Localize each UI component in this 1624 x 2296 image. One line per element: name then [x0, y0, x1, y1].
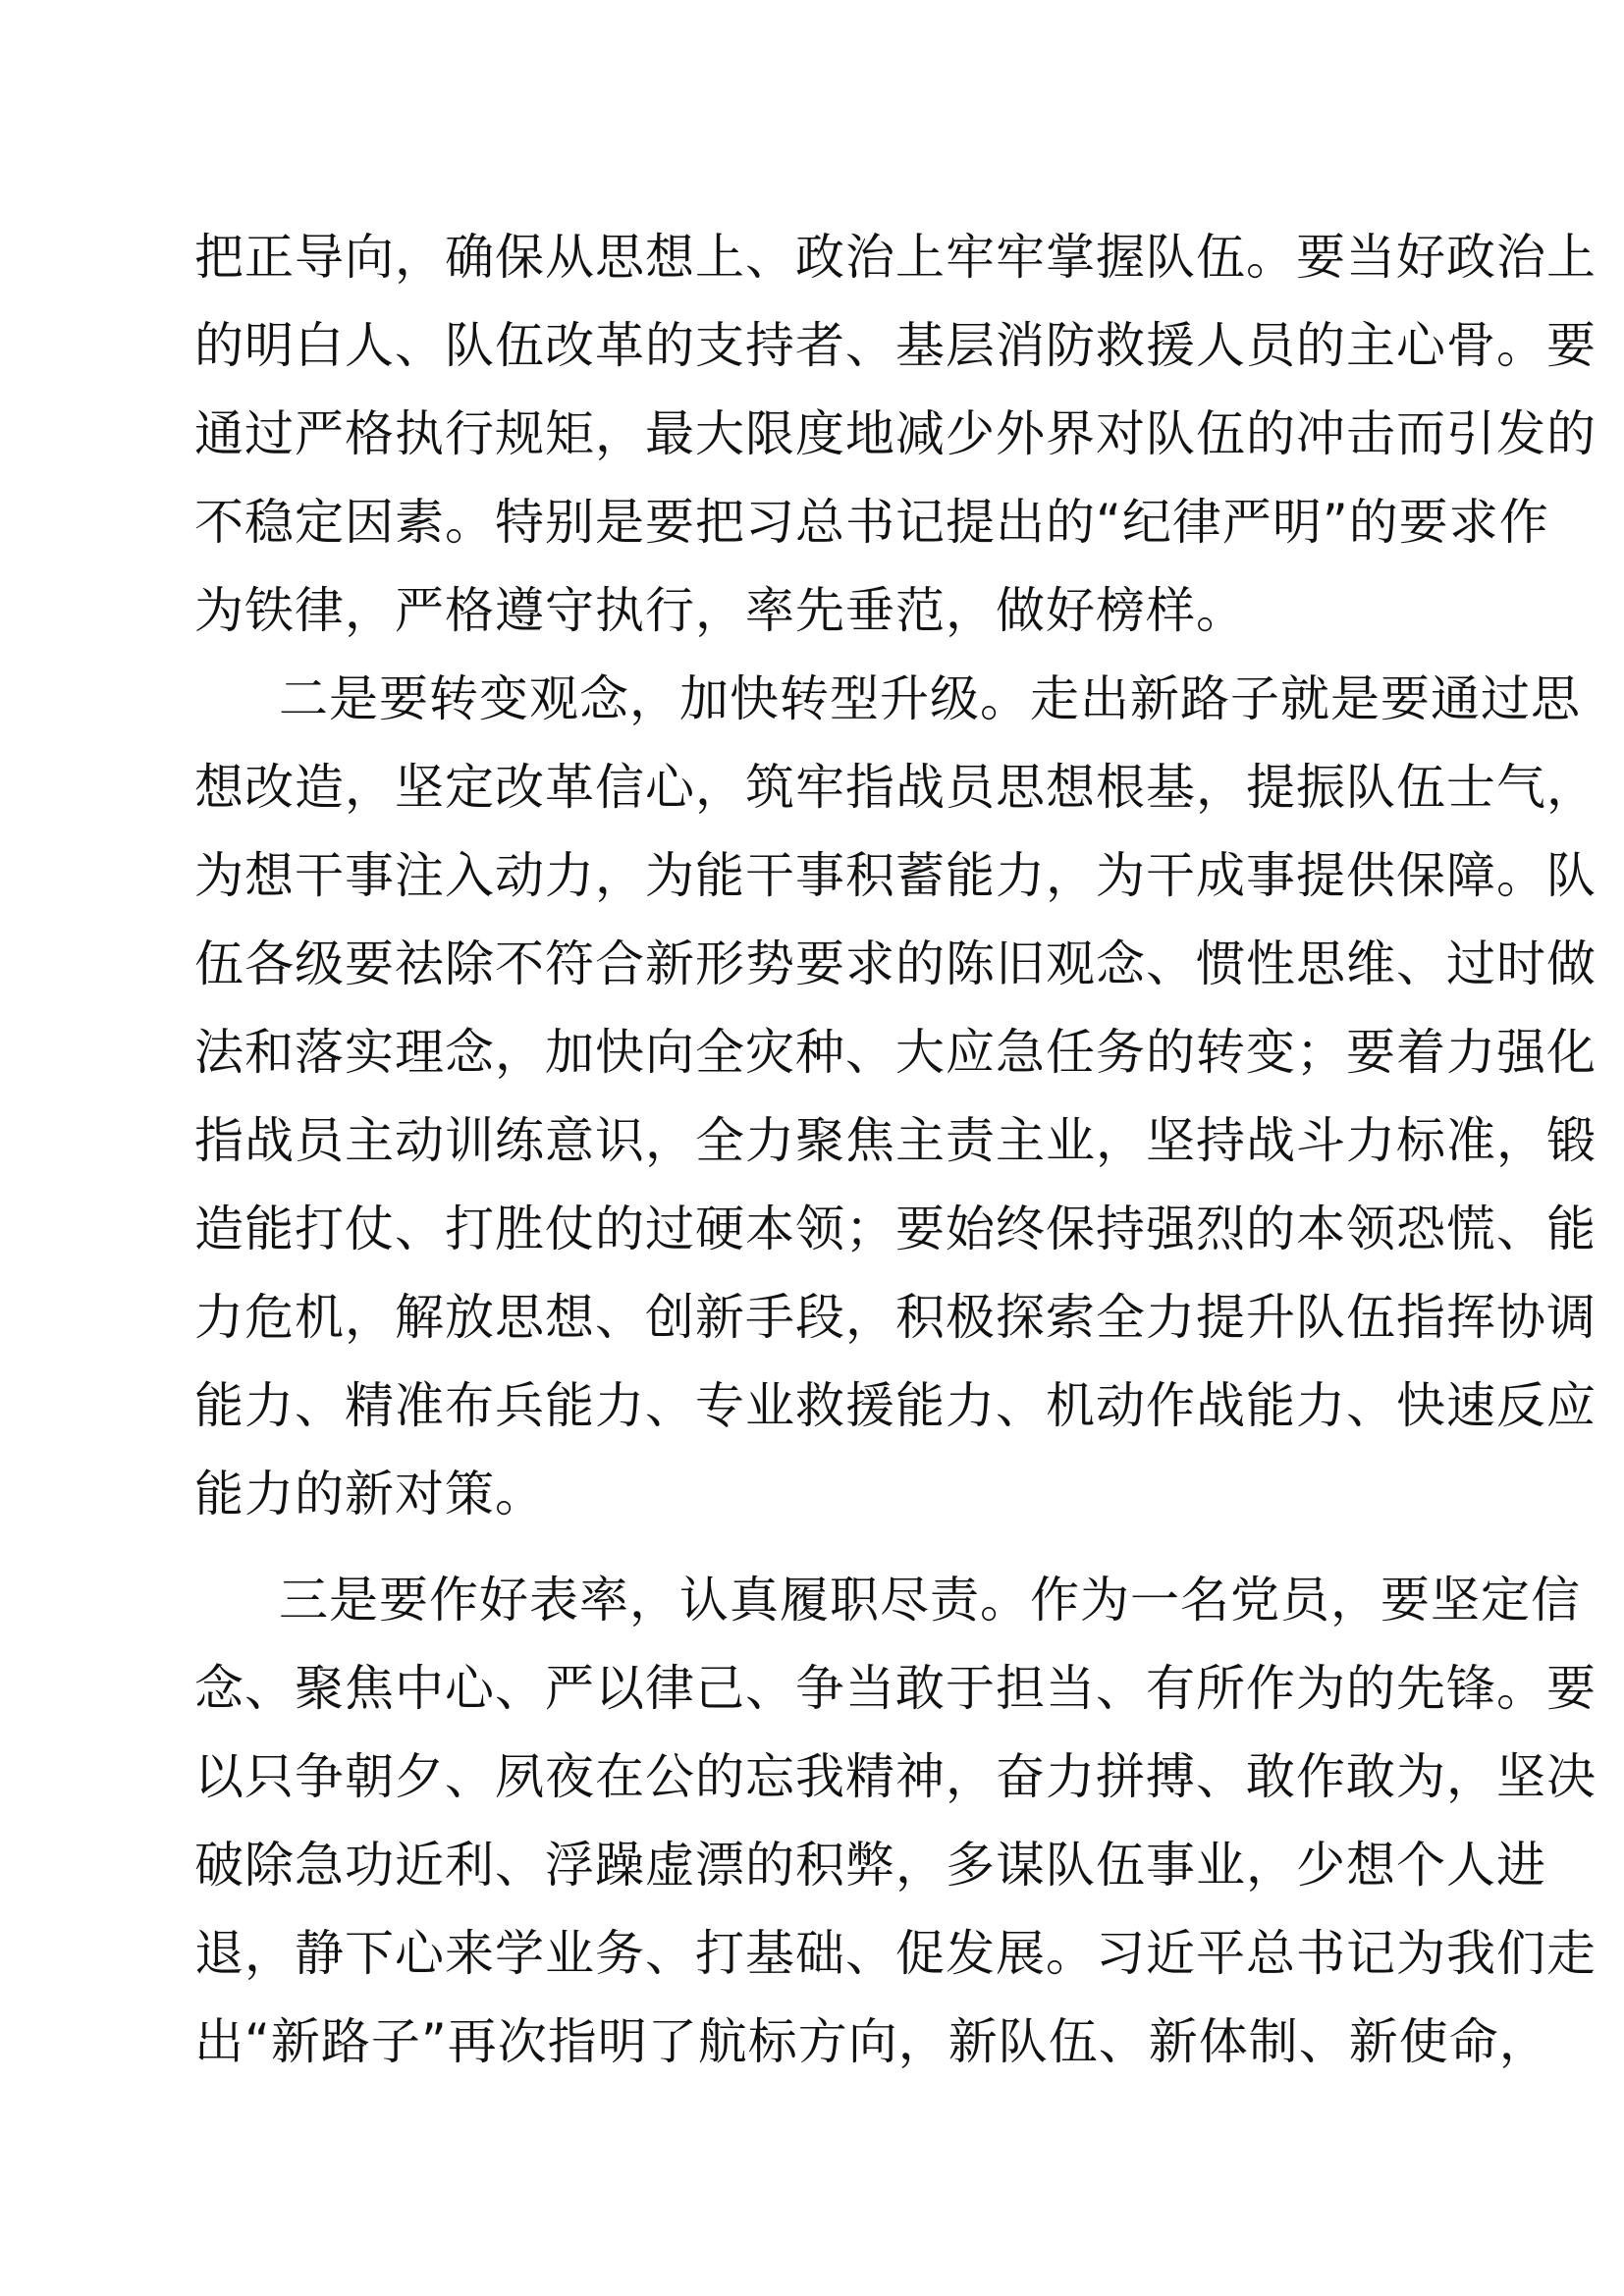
text-line: 力危机，解放思想、创新手段，积极探索全力提升队伍指挥协调	[194, 1289, 1597, 1346]
text-line: 退，静下心来学业务、打基础、促发展。习近平总书记为我们走	[194, 1925, 1597, 1982]
text-line: 为铁律，严格遵守执行，率先垂范，做好榜样。	[194, 582, 1246, 639]
text-line: 把正导向，确保从思想上、政治上牢牢掌握队伍。要当好政治上	[194, 229, 1597, 286]
text-line: 为想干事注入动力，为能干事积蓄能力，为干成事提供保障。队	[194, 847, 1597, 904]
text-line: 的明白人、队伍改革的支持者、基层消防救援人员的主心骨。要	[194, 317, 1597, 374]
text-line: 不稳定因素。特别是要把习总书记提出的“纪律严明”的要求作	[194, 494, 1549, 551]
text-line: 以只争朝夕、夙夜在公的忘我精神，奋力拼搏、敢作敢为，坚决	[194, 1748, 1597, 1805]
text-line: 出“新路子”再次指明了航标方向，新队伍、新体制、新使命，	[194, 2013, 1549, 2070]
text-line: 念、聚焦中心、严以律己、争当敢于担当、有所作为的先锋。要	[194, 1660, 1597, 1717]
text-line: 能力的新对策。	[194, 1466, 545, 1522]
paragraph-first-line: 三是要作好表率，认真履职尽责。作为一名党员，要坚定信	[279, 1572, 1581, 1629]
text-line: 能力、精准布兵能力、专业救援能力、机动作战能力、快速反应	[194, 1377, 1597, 1434]
text-line: 想改造，坚定改革信心，筑牢指战员思想根基，提振队伍士气，	[194, 759, 1597, 816]
text-line: 指战员主动训练意识，全力聚焦主责主业，坚持战斗力标准，锻	[194, 1112, 1597, 1169]
text-line: 法和落实理念，加快向全灾种、大应急任务的转变；要着力强化	[194, 1024, 1597, 1081]
text-line: 通过严格执行规矩，最大限度地减少外界对队伍的冲击而引发的	[194, 405, 1597, 462]
text-line: 伍各级要祛除不符合新形势要求的陈旧观念、惯性思维、过时做	[194, 935, 1597, 992]
paragraph-first-line: 二是要转变观念，加快转型升级。走出新路子就是要通过思	[279, 670, 1581, 727]
text-line: 破除急功近利、浮躁虚漂的积弊，多谋队伍事业，少想个人进	[194, 1837, 1546, 1894]
text-line: 造能打仗、打胜仗的过硬本领；要始终保持强烈的本领恐慌、能	[194, 1201, 1597, 1257]
